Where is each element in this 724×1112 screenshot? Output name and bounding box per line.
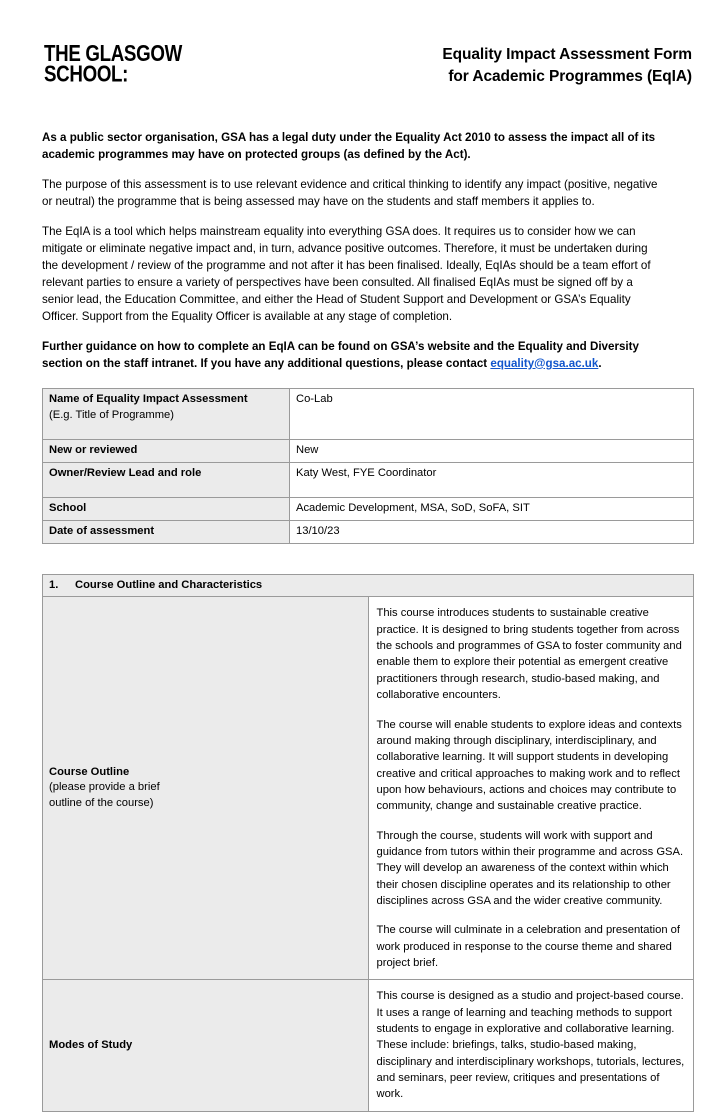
intro-paragraph-4-period: .: [598, 356, 602, 370]
modes-of-study-value[interactable]: [368, 980, 694, 1111]
info-label-date: Date of assessment: [43, 520, 290, 543]
table-row: [43, 520, 694, 543]
intro-paragraph-3: The EqIA is a tool which helps mainstream equality into everything GSA does. It requires us to consider how we can mitigate or eliminate negative impact and, in turn, advance positive outcomes. Therefore, it must be undertaken during the development / review of the programme and not after it has been finalised. Ideally, EqIAs should be a team effort of relevant parties to ensure a variety of perspectives have been consulted. All finalised EqIAs must be signed off by a senior lead, the Education Committee, and either the Head of Student Support and Development or GSA’s Equality Officer. Support from the Equality Officer is available at any stage of completion.: [42, 224, 651, 324]
course-outline-value[interactable]: [368, 597, 694, 980]
info-value-school[interactable]: Academic Development, MSA, SoD, SoFA, SIT: [290, 497, 694, 520]
intro-paragraph-4: [42, 338, 660, 372]
info-value-date[interactable]: 13/10/23: [290, 520, 694, 543]
course-outline-label: [43, 597, 369, 980]
svg-text:SCHOOL:: SCHOOL:: [44, 60, 129, 82]
course-outline-paragraph: The course will culminate in a celebration and presentation of work produced in response to the course theme and shared project brief.: [376, 924, 680, 969]
section-heading: Course Outline and Characteristics: [75, 578, 263, 591]
table-row: [43, 462, 694, 497]
info-label-name-sub: (E.g. Title of Programme): [49, 408, 174, 421]
table-row: [43, 497, 694, 520]
intro-paragraph-4-text: Further guidance on how to complete an EqIA can be found on GSA’s website and the Equality and Diversity section on the staff intranet. If you have any additional questions, please contact: [42, 339, 639, 370]
page-title-line-2: for Academic Programmes (EqIA): [448, 68, 692, 86]
section-header-row: [43, 574, 694, 597]
table-row: [43, 980, 694, 1111]
course-outline-label-text: Course Outline: [49, 765, 130, 778]
equality-email-link[interactable]: equality@gsa.ac.uk: [490, 356, 599, 370]
section-header-cell: [43, 574, 694, 597]
info-value-name[interactable]: Co-Lab: [290, 388, 694, 439]
course-outline-label-sub2: outline of the course): [49, 797, 154, 810]
course-outline-label-sub1: (please provide a brief: [49, 781, 160, 794]
course-outline-paragraph: This course introduces students to sustainable creative practice. It is designed to bring students together from across the schools and programmes of GSA to foster community and enable them to explore their potential as emergent creative practitioners through research, studio-based making, and collaborative encounters.: [376, 607, 682, 702]
course-outline-table: [42, 574, 694, 1112]
info-label-new-or-reviewed: New or reviewed: [43, 439, 290, 462]
table-row: [43, 439, 694, 462]
svg-text:THE GLASGOW: THE GLASGOW: [44, 40, 182, 67]
info-label-school: School: [43, 497, 290, 520]
course-outline-paragraph: Through the course, students will work with support and guidance from tutors within their programme and across GSA. They will develop an awareness of the context within which their chosen discipline operates and its relationship to other disciplines across GSA and the wider creative community.: [376, 829, 684, 907]
modes-of-study-label: Modes of Study: [43, 980, 369, 1111]
table-row: [43, 597, 694, 980]
info-label-name: [43, 388, 290, 439]
table-row: [43, 388, 694, 439]
section-number: 1.: [49, 578, 59, 591]
intro-paragraph-1: As a public sector organisation, GSA has a legal duty under the Equality Act 2010 to assess the impact all of its academic programmes may have on protected groups (as defined by the Act).: [42, 130, 656, 162]
course-outline-paragraph: The course will enable students to explore ideas and contexts around making through disciplinary, interdisciplinary, and collaborative learning. It will support students in developing creative and critical approaches to making work and to reflect upon how behaviours, actions and choices may contribute to community, change and sustainable creative practice.: [376, 718, 682, 813]
gsa-logo: [44, 40, 234, 82]
info-label-name-text: Name of Equality Impact Assessment: [49, 392, 248, 405]
info-value-owner[interactable]: Katy West, FYE Coordinator: [290, 462, 694, 497]
intro-paragraph-2: The purpose of this assessment is to use relevant evidence and critical thinking to identify any impact (positive, negative or neutral) the programme that is being assessed may have on the students and staff members it applies to.: [42, 178, 658, 209]
intro-text: [32, 129, 692, 372]
info-value-new-or-reviewed[interactable]: New: [290, 439, 694, 462]
modes-of-study-paragraph: This course is designed as a studio and project-based course. It uses a range of learning and teaching methods to support students to engage in explorative and collaborative learning. These include: briefings, talks, studio-based making, disciplinary and interdisciplinary workshops, tutorials, lectures, and seminars, peer review, critiques and presentations of work.: [376, 990, 685, 1101]
page-title-line-1: Equality Impact Assessment Form: [442, 46, 692, 63]
info-label-owner: Owner/Review Lead and role: [43, 462, 290, 497]
assessment-info-table: [42, 388, 694, 544]
page-title: [442, 40, 692, 89]
document-header: [32, 0, 692, 89]
